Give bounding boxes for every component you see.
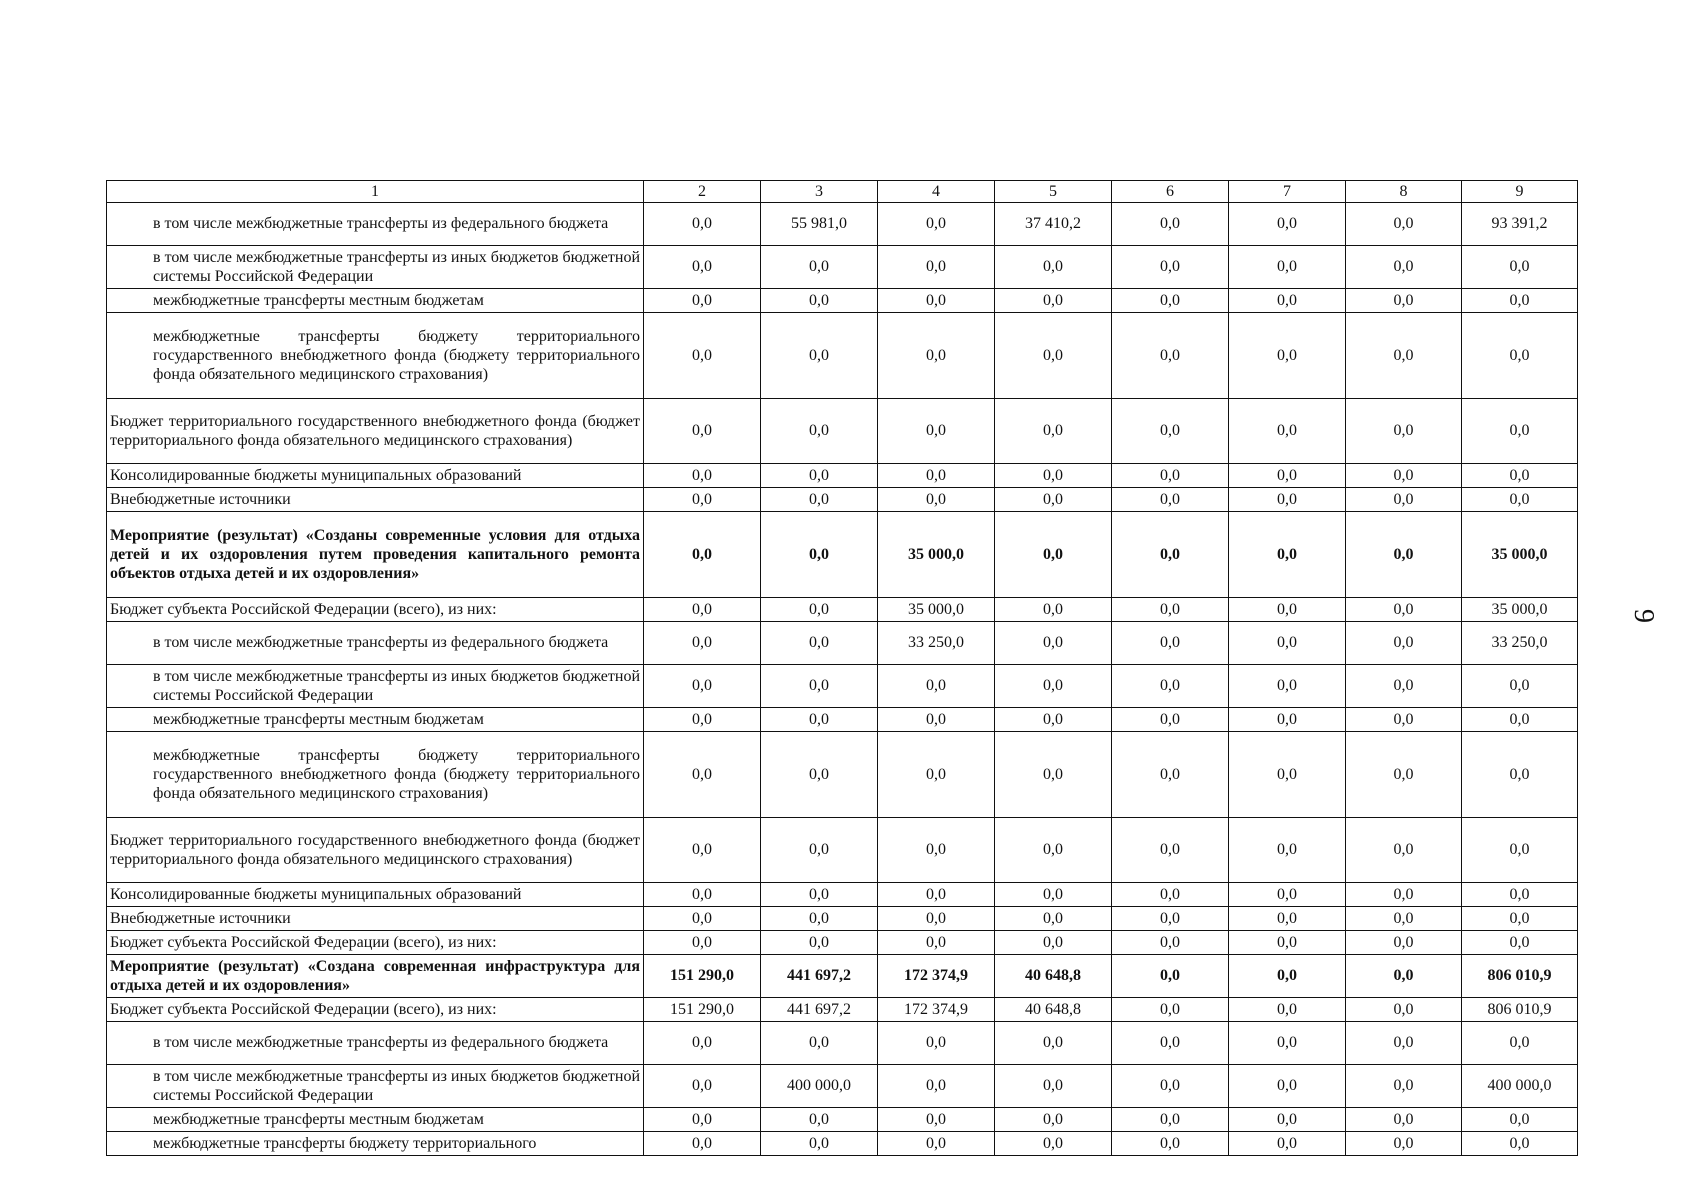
value-cell: 40 648,8: [995, 955, 1112, 998]
value-cell: 0,0: [1112, 1065, 1229, 1108]
table-row: [107, 818, 1578, 883]
value-cell: 0,0: [644, 1108, 761, 1132]
value-cell: 0,0: [995, 907, 1112, 931]
value-cell: 0,0: [644, 598, 761, 622]
value-cell: 172 374,9: [878, 955, 995, 998]
value-cell: 33 250,0: [1462, 622, 1578, 665]
value-cell: 0,0: [995, 708, 1112, 732]
value-cell: 0,0: [1112, 598, 1229, 622]
value-cell: 0,0: [1229, 1065, 1346, 1108]
value-cell: 0,0: [644, 931, 761, 955]
value-cell: 0,0: [1462, 1108, 1578, 1132]
value-cell: 0,0: [1112, 203, 1229, 246]
table-row: [107, 883, 1578, 907]
value-cell: 400 000,0: [761, 1065, 878, 1108]
value-cell: 0,0: [1346, 313, 1462, 399]
value-cell: 0,0: [1462, 399, 1578, 464]
table-row: [107, 464, 1578, 488]
value-cell: 0,0: [1462, 883, 1578, 907]
value-cell: 35 000,0: [1462, 598, 1578, 622]
value-cell: 151 290,0: [644, 955, 761, 998]
value-cell: 0,0: [1112, 732, 1229, 818]
value-cell: 0,0: [995, 464, 1112, 488]
row-label: в том числе межбюджетные трансферты из иных бюджетов бюджетной системы Российской Федерации: [107, 665, 644, 708]
value-cell: 0,0: [1346, 1132, 1462, 1156]
value-cell: 0,0: [995, 313, 1112, 399]
value-cell: 0,0: [644, 1022, 761, 1065]
table-row: [107, 931, 1578, 955]
table-row: [107, 1022, 1578, 1065]
value-cell: 0,0: [1112, 313, 1229, 399]
value-cell: 0,0: [1112, 818, 1229, 883]
value-cell: 0,0: [1346, 665, 1462, 708]
value-cell: 0,0: [644, 512, 761, 598]
row-label: Мероприятие (результат) «Созданы современные условия для отдыха детей и их оздоровления путем проведения капитального ремонта объектов отдыха детей и их оздоровления»: [107, 512, 644, 598]
table-row: [107, 399, 1578, 464]
value-cell: 0,0: [1112, 512, 1229, 598]
value-cell: 0,0: [995, 1022, 1112, 1065]
value-cell: 0,0: [1462, 464, 1578, 488]
value-cell: 0,0: [1462, 488, 1578, 512]
row-label: в том числе межбюджетные трансферты из федерального бюджета: [107, 203, 644, 246]
column-header: 4: [878, 181, 995, 203]
value-cell: 0,0: [1229, 464, 1346, 488]
value-cell: 0,0: [1112, 1022, 1229, 1065]
table-row: [107, 1065, 1578, 1108]
value-cell: 0,0: [1346, 488, 1462, 512]
value-cell: 0,0: [1112, 289, 1229, 313]
value-cell: 0,0: [761, 732, 878, 818]
value-cell: 0,0: [644, 1132, 761, 1156]
value-cell: 0,0: [1229, 488, 1346, 512]
value-cell: 93 391,2: [1462, 203, 1578, 246]
value-cell: 0,0: [995, 399, 1112, 464]
value-cell: 0,0: [1112, 488, 1229, 512]
value-cell: 0,0: [878, 665, 995, 708]
value-cell: 0,0: [1112, 955, 1229, 998]
row-label: в том числе межбюджетные трансферты из иных бюджетов бюджетной системы Российской Федерации: [107, 246, 644, 289]
value-cell: 0,0: [1462, 1022, 1578, 1065]
table-row: [107, 313, 1578, 399]
value-cell: 0,0: [995, 1065, 1112, 1108]
table-body: [107, 203, 1578, 1156]
value-cell: 0,0: [1229, 708, 1346, 732]
value-cell: 0,0: [761, 313, 878, 399]
value-cell: 0,0: [1229, 289, 1346, 313]
row-label: Бюджет субъекта Российской Федерации (всего), из них:: [107, 998, 644, 1022]
value-cell: 806 010,9: [1462, 955, 1578, 998]
value-cell: 0,0: [1112, 931, 1229, 955]
column-header: 1: [107, 181, 644, 203]
value-cell: 37 410,2: [995, 203, 1112, 246]
row-label: Бюджет территориального государственного внебюджетного фонда (бюджет территориального фонда обязательного медицинского страхования): [107, 399, 644, 464]
value-cell: 0,0: [1229, 622, 1346, 665]
value-cell: 0,0: [1462, 313, 1578, 399]
table-row: [107, 998, 1578, 1022]
value-cell: 0,0: [761, 488, 878, 512]
table-row: [107, 1108, 1578, 1132]
value-cell: 0,0: [1346, 931, 1462, 955]
value-cell: 0,0: [1346, 732, 1462, 818]
value-cell: 0,0: [1346, 907, 1462, 931]
value-cell: 0,0: [995, 1132, 1112, 1156]
value-cell: 0,0: [1346, 464, 1462, 488]
value-cell: 151 290,0: [644, 998, 761, 1022]
value-cell: 0,0: [761, 665, 878, 708]
value-cell: 0,0: [761, 708, 878, 732]
value-cell: 0,0: [1112, 246, 1229, 289]
value-cell: 0,0: [644, 665, 761, 708]
value-cell: 0,0: [761, 883, 878, 907]
column-header: 7: [1229, 181, 1346, 203]
value-cell: 0,0: [1229, 313, 1346, 399]
value-cell: 0,0: [1229, 203, 1346, 246]
value-cell: 0,0: [761, 907, 878, 931]
value-cell: 0,0: [1462, 818, 1578, 883]
value-cell: 0,0: [644, 1065, 761, 1108]
value-cell: 0,0: [1462, 1132, 1578, 1156]
value-cell: 0,0: [1229, 1108, 1346, 1132]
value-cell: 0,0: [1462, 708, 1578, 732]
value-cell: 0,0: [995, 622, 1112, 665]
row-label: межбюджетные трансферты бюджету территориального государственного внебюджетного фонда (бюджету территориального фонда обязательного медицинского страхования): [107, 313, 644, 399]
value-cell: 0,0: [1462, 289, 1578, 313]
value-cell: 0,0: [995, 818, 1112, 883]
value-cell: 0,0: [1346, 1022, 1462, 1065]
table-row: [107, 598, 1578, 622]
value-cell: 0,0: [644, 313, 761, 399]
value-cell: 55 981,0: [761, 203, 878, 246]
value-cell: 0,0: [644, 488, 761, 512]
value-cell: 0,0: [878, 1022, 995, 1065]
value-cell: 0,0: [761, 622, 878, 665]
value-cell: 0,0: [761, 1108, 878, 1132]
row-label: в том числе межбюджетные трансферты из иных бюджетов бюджетной системы Российской Федерации: [107, 1065, 644, 1108]
page-number: 9: [1628, 609, 1659, 623]
value-cell: 35 000,0: [878, 598, 995, 622]
value-cell: 0,0: [644, 464, 761, 488]
value-cell: 0,0: [761, 1022, 878, 1065]
table-row: [107, 732, 1578, 818]
row-label: в том числе межбюджетные трансферты из федерального бюджета: [107, 1022, 644, 1065]
value-cell: 0,0: [1112, 907, 1229, 931]
value-cell: 0,0: [1229, 1022, 1346, 1065]
value-cell: 0,0: [644, 622, 761, 665]
value-cell: 0,0: [761, 399, 878, 464]
row-label: Бюджет субъекта Российской Федерации (всего), из них:: [107, 598, 644, 622]
value-cell: 0,0: [878, 313, 995, 399]
table-row: [107, 708, 1578, 732]
value-cell: 0,0: [995, 598, 1112, 622]
value-cell: 0,0: [878, 732, 995, 818]
value-cell: 0,0: [878, 488, 995, 512]
value-cell: 0,0: [1112, 1108, 1229, 1132]
value-cell: 0,0: [1229, 665, 1346, 708]
table-row: [107, 203, 1578, 246]
value-cell: 0,0: [1112, 708, 1229, 732]
table-row: [107, 488, 1578, 512]
value-cell: 0,0: [878, 1108, 995, 1132]
value-cell: 0,0: [761, 246, 878, 289]
value-cell: 0,0: [1346, 818, 1462, 883]
table-row: [107, 907, 1578, 931]
value-cell: 0,0: [644, 818, 761, 883]
value-cell: 0,0: [1346, 399, 1462, 464]
value-cell: 0,0: [761, 1132, 878, 1156]
value-cell: 0,0: [1346, 622, 1462, 665]
row-label: Внебюджетные источники: [107, 907, 644, 931]
value-cell: 0,0: [1346, 289, 1462, 313]
row-label: Консолидированные бюджеты муниципальных образований: [107, 464, 644, 488]
value-cell: 0,0: [644, 907, 761, 931]
value-cell: 0,0: [1112, 622, 1229, 665]
value-cell: 0,0: [1229, 883, 1346, 907]
value-cell: 0,0: [644, 708, 761, 732]
value-cell: 0,0: [1112, 464, 1229, 488]
value-cell: 0,0: [995, 665, 1112, 708]
value-cell: 0,0: [1462, 931, 1578, 955]
value-cell: 0,0: [1346, 1065, 1462, 1108]
value-cell: 0,0: [761, 289, 878, 313]
row-label: Внебюджетные источники: [107, 488, 644, 512]
value-cell: 0,0: [878, 883, 995, 907]
value-cell: 0,0: [1462, 665, 1578, 708]
value-cell: 0,0: [1229, 732, 1346, 818]
value-cell: 0,0: [761, 464, 878, 488]
value-cell: 0,0: [878, 931, 995, 955]
value-cell: 0,0: [1346, 955, 1462, 998]
value-cell: 0,0: [1229, 818, 1346, 883]
value-cell: 0,0: [878, 246, 995, 289]
value-cell: 0,0: [644, 399, 761, 464]
value-cell: 441 697,2: [761, 955, 878, 998]
value-cell: 33 250,0: [878, 622, 995, 665]
value-cell: 0,0: [1346, 598, 1462, 622]
value-cell: 0,0: [1229, 512, 1346, 598]
column-header: 2: [644, 181, 761, 203]
column-header: 8: [1346, 181, 1462, 203]
row-label: Бюджет территориального государственного внебюджетного фонда (бюджет территориального фонда обязательного медицинского страхования): [107, 818, 644, 883]
value-cell: 0,0: [1112, 883, 1229, 907]
column-header: 9: [1462, 181, 1578, 203]
value-cell: 0,0: [644, 732, 761, 818]
table-row: [107, 1132, 1578, 1156]
value-cell: 0,0: [761, 818, 878, 883]
value-cell: 0,0: [1346, 998, 1462, 1022]
value-cell: 0,0: [1112, 1132, 1229, 1156]
value-cell: 0,0: [1229, 931, 1346, 955]
table-row: [107, 246, 1578, 289]
row-label: в том числе межбюджетные трансферты из федерального бюджета: [107, 622, 644, 665]
budget-table: [106, 180, 1578, 1156]
value-cell: 35 000,0: [878, 512, 995, 598]
value-cell: 40 648,8: [995, 998, 1112, 1022]
value-cell: 0,0: [1346, 246, 1462, 289]
value-cell: 0,0: [1346, 883, 1462, 907]
table-row: [107, 622, 1578, 665]
value-cell: 0,0: [1346, 203, 1462, 246]
table-row: [107, 289, 1578, 313]
value-cell: 0,0: [878, 289, 995, 313]
row-label: Мероприятие (результат) «Создана современная инфраструктура для отдыха детей и их оздоровления»: [107, 955, 644, 998]
row-label: межбюджетные трансферты бюджету территориального: [107, 1132, 644, 1156]
value-cell: 0,0: [1229, 955, 1346, 998]
value-cell: 0,0: [878, 1132, 995, 1156]
value-cell: 0,0: [1229, 998, 1346, 1022]
value-cell: 0,0: [878, 399, 995, 464]
value-cell: 0,0: [995, 246, 1112, 289]
value-cell: 0,0: [644, 203, 761, 246]
value-cell: 0,0: [995, 488, 1112, 512]
value-cell: 0,0: [644, 289, 761, 313]
value-cell: 0,0: [1462, 246, 1578, 289]
value-cell: 172 374,9: [878, 998, 995, 1022]
value-cell: 400 000,0: [1462, 1065, 1578, 1108]
row-label: межбюджетные трансферты бюджету территориального государственного внебюджетного фонда (бюджету территориального фонда обязательного медицинского страхования): [107, 732, 644, 818]
value-cell: 35 000,0: [1462, 512, 1578, 598]
value-cell: 0,0: [644, 246, 761, 289]
row-label: межбюджетные трансферты местным бюджетам: [107, 1108, 644, 1132]
value-cell: 0,0: [1346, 708, 1462, 732]
value-cell: 0,0: [1462, 907, 1578, 931]
value-cell: 0,0: [1112, 998, 1229, 1022]
value-cell: 0,0: [878, 907, 995, 931]
row-label: межбюджетные трансферты местным бюджетам: [107, 289, 644, 313]
value-cell: 0,0: [761, 598, 878, 622]
value-cell: 0,0: [1229, 399, 1346, 464]
row-label: межбюджетные трансферты местным бюджетам: [107, 708, 644, 732]
row-label: Консолидированные бюджеты муниципальных образований: [107, 883, 644, 907]
value-cell: 0,0: [878, 203, 995, 246]
value-cell: 0,0: [1229, 1132, 1346, 1156]
value-cell: 0,0: [1346, 512, 1462, 598]
column-header: 3: [761, 181, 878, 203]
value-cell: 0,0: [878, 464, 995, 488]
value-cell: 0,0: [995, 1108, 1112, 1132]
value-cell: 0,0: [761, 931, 878, 955]
value-cell: 0,0: [878, 818, 995, 883]
value-cell: 0,0: [995, 883, 1112, 907]
value-cell: 0,0: [995, 512, 1112, 598]
value-cell: 0,0: [644, 883, 761, 907]
column-header: 5: [995, 181, 1112, 203]
value-cell: 0,0: [761, 512, 878, 598]
value-cell: 806 010,9: [1462, 998, 1578, 1022]
value-cell: 0,0: [1229, 907, 1346, 931]
column-header: 6: [1112, 181, 1229, 203]
value-cell: 0,0: [878, 708, 995, 732]
value-cell: 0,0: [878, 1065, 995, 1108]
value-cell: 0,0: [995, 289, 1112, 313]
value-cell: 0,0: [995, 732, 1112, 818]
table-row: [107, 955, 1578, 998]
value-cell: 0,0: [1229, 246, 1346, 289]
value-cell: 0,0: [1462, 732, 1578, 818]
value-cell: 0,0: [995, 931, 1112, 955]
value-cell: 0,0: [1112, 399, 1229, 464]
value-cell: 0,0: [1229, 598, 1346, 622]
table-row: [107, 512, 1578, 598]
value-cell: 0,0: [1112, 665, 1229, 708]
value-cell: 0,0: [1346, 1108, 1462, 1132]
table-row: [107, 665, 1578, 708]
column-number-row: [107, 181, 1578, 203]
value-cell: 441 697,2: [761, 998, 878, 1022]
row-label: Бюджет субъекта Российской Федерации (всего), из них:: [107, 931, 644, 955]
